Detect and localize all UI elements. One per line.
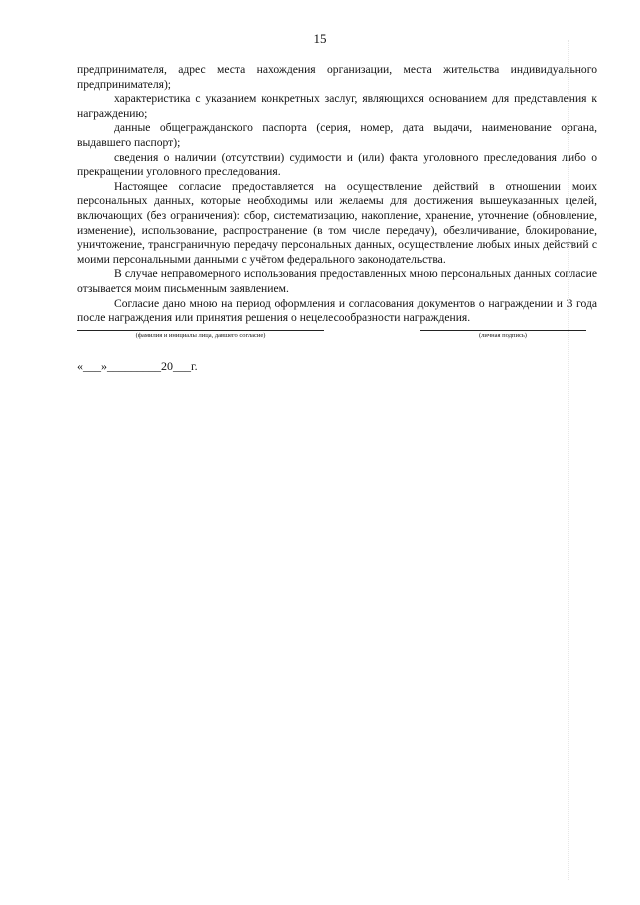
paragraph-consent-period: Согласие дано мною на период оформления и согласования документов о награждении и 3 года после награждения или принятия решения о нецелесообразности награждения. (77, 296, 597, 325)
paragraph-consent-revocation: В случае неправомерного использования предоставленных мною персональных данных согласие отзывается моим письменным заявлением. (77, 267, 597, 295)
personal-signature-line[interactable] (420, 330, 586, 331)
date-field[interactable]: «___»_________20___г. (77, 359, 198, 373)
scan-edge-divider (568, 40, 569, 880)
paragraph-merit-description: характеристика с указанием конкретных заслуг, являющихся основанием для представления к награждению; (77, 92, 597, 120)
page-number: 15 (313, 31, 327, 46)
full-name-signature-line[interactable] (77, 330, 324, 331)
full-name-caption: (фамилия и инициалы лица, давшего согласие) (135, 332, 266, 339)
paragraph-passport-data: данные общегражданского паспорта (серия, номер, дата выдачи, наименование органа, выдавшего паспорт); (77, 121, 597, 149)
personal-signature-caption: (личная подпись) (479, 332, 527, 339)
consent-body-text (77, 63, 597, 326)
paragraph-entrepreneur-address: предпринимателя, адрес места нахождения организации, места жительства индивидуального предпринимателя); (77, 63, 597, 91)
paragraph-consent-actions: Настоящее согласие предоставляется на осуществление действий в отношении моих персональных данных, которые необходимы или желаемы для достижения вышеуказанных целей, включающих (без ограничения): сбор, систематизацию, накопление, хранение, уточнение (обновление, изменение), использование, распространение (в том числе передачу), обезличивание, блокирование, уничтожение, трансграничную передачу персональных данных, осуществление любых иных действий с моими персональными данными с учётом федерального законодательства. (77, 179, 597, 266)
paragraph-criminal-record: сведения о наличии (отсутствии) судимости и (или) факта уголовного преследования либо о прекращении уголовного преследования. (77, 150, 597, 179)
